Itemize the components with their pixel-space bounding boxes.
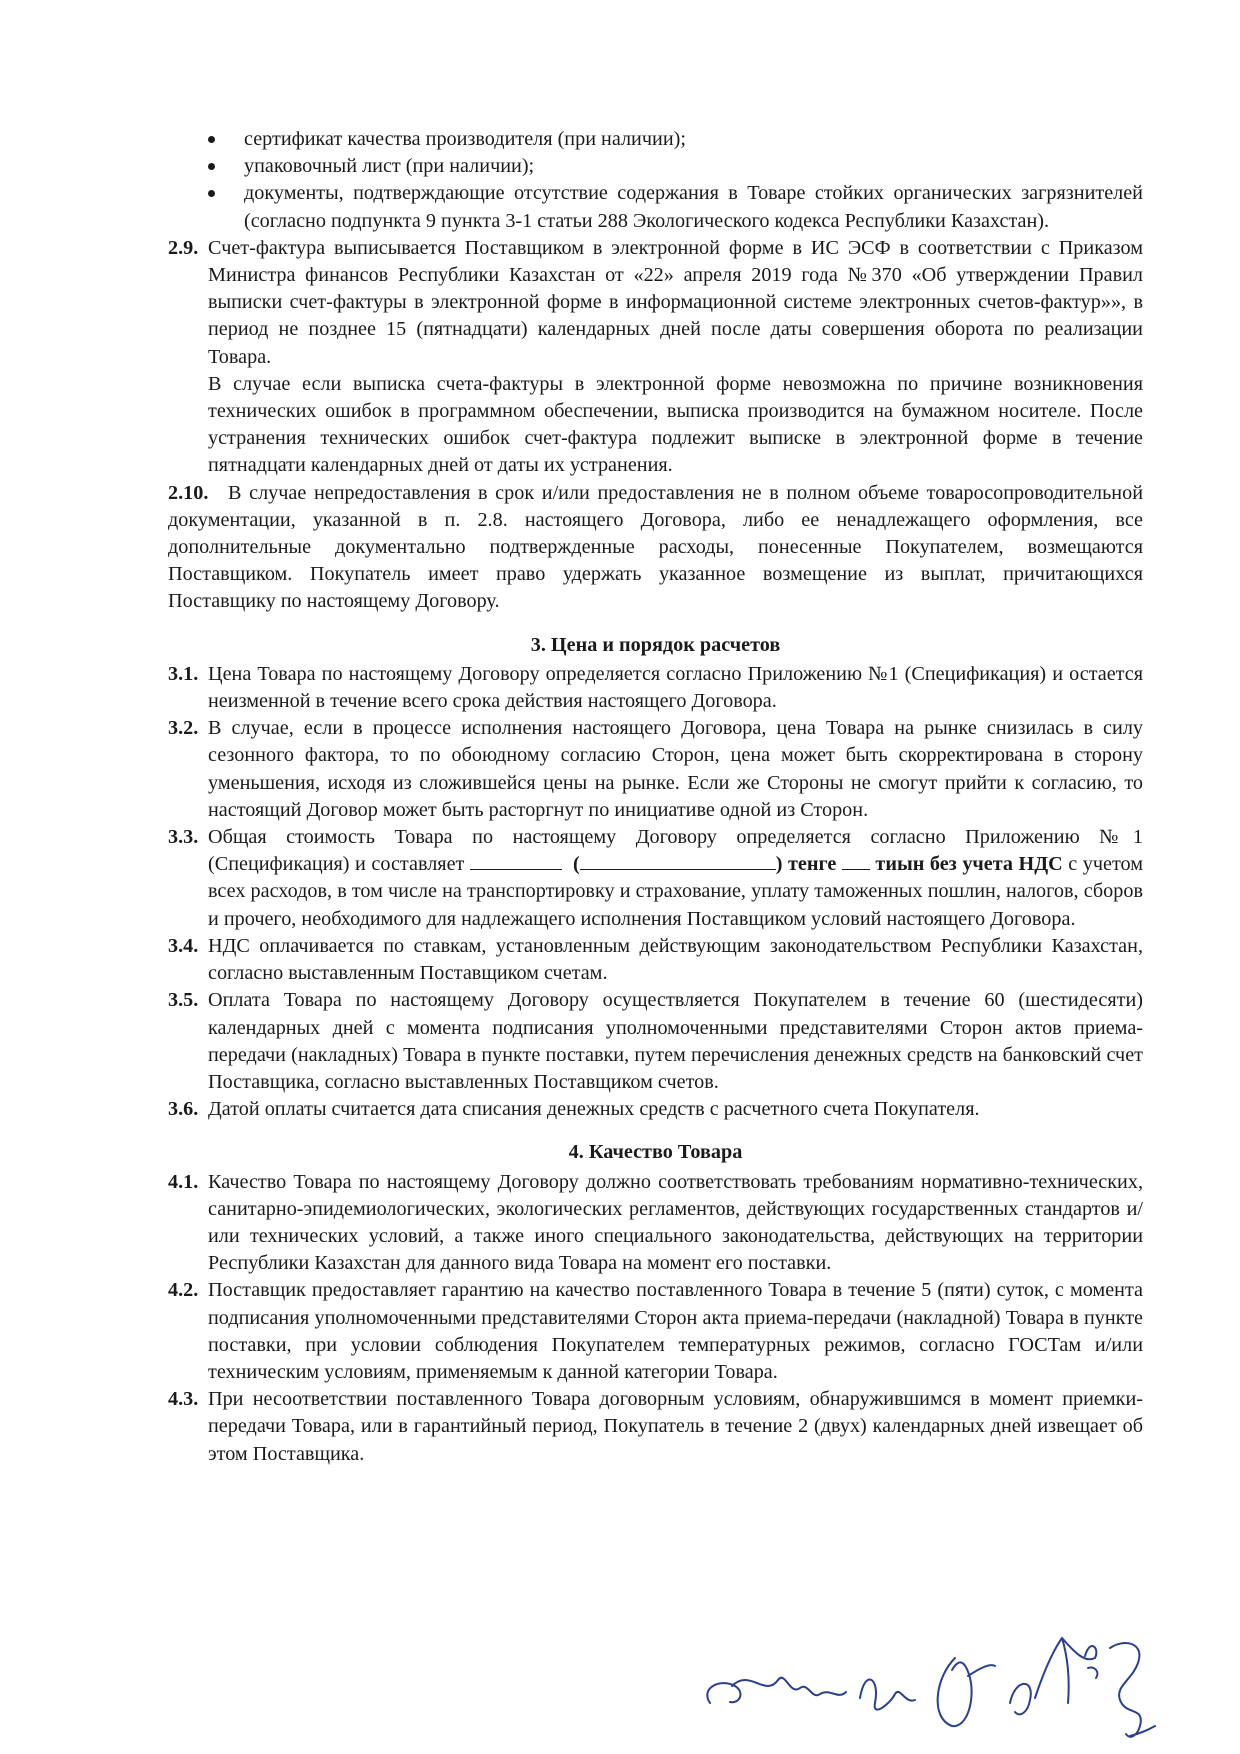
bullet-icon (208, 163, 215, 170)
clause-text: Цена Товара по настоящему Договору определяется согласно Приложению №1 (Спецификация) и остается неизменной в течение всего срока действия настоящего Договора. (208, 662, 1143, 713)
clause-number: 3.4. (168, 934, 199, 957)
clause-text: Датой оплаты считается дата списания денежных средств с расчетного счета Покупателя. (208, 1098, 980, 1121)
list-item: сертификат качества производителя (при наличии); (168, 126, 1143, 153)
signature-4 (1010, 1638, 1097, 1714)
list-item: документы, подтверждающие отсутствие содержания в Товаре стойких органических загрязнителей (согласно подпункта 9 пункта 3-1 статьи 288 Экологического кодекса Республики Казахстан). (168, 180, 1143, 234)
clause-4-1 (168, 1169, 1143, 1278)
clause-text: Общая стоимость Товара по настоящему Договору определяется согласно Приложению №1 (Спецификация) и составляет ( ) тенге тиын без учета НДС с учетом всех расходов, в том числе на транспортировку и страхование, уплату таможенных пошлин, налогов, сборов и прочего, необходимого для надлежащего исполнения Поставщиком условий настоящего Договора. (208, 826, 1144, 930)
clause-text: НДС оплачивается по ставкам, установленным действующим законодательством Республики Казахстан, согласно выставленным Поставщиком счетам. (208, 934, 1143, 985)
list-item: упаковочный лист (при наличии); (168, 153, 1143, 180)
document-body (168, 126, 1143, 1468)
clause-text: Счет-фактура выписывается Поставщиком в электронной форме в ИС ЭСФ в соответствии с Приказом Министра финансов Республики Казахстан от «22» апреля 2019 года №370 «Об утверждении Правил выписки счет-фактуры в электронной форме в информационной системе электронных счетов-фактур»», в период не позднее 15 (пятнадцати) календарных дней после даты совершения оборота по реализации Товара. (208, 236, 1143, 368)
clause-2-9 (168, 235, 1143, 480)
document-list (168, 126, 1143, 235)
clause-number: 2.10. (168, 481, 209, 504)
section-heading-3: 3. Цена и порядок расчетов (530, 633, 781, 656)
clause-3-1 (168, 661, 1143, 715)
tiyn-blank (842, 851, 870, 870)
clause-3-2 (168, 715, 1143, 824)
clause-text: В случае если выписка счета-фактуры в электронной форме невозможна по причине возникновения технических ошибок в программном обеспечении, выписка производится на бумажном носителе. После устранения технических ошибок счет-фактура подлежит выписке в электронной форме в течение пятнадцати календарных дней от даты их устранения. (208, 372, 1143, 477)
clause-2-10 (168, 480, 1143, 616)
signature-2 (860, 1679, 915, 1709)
clause-text: Поставщик предоставляет гарантию на качество поставленного Товара в течение 5 (пяти) суток, с момента подписания уполномоченными представителями Сторон акта приема-передачи (накладной) Товара в пункте поставки, при условии соблюдения Покупателем температурных режимов, согласно ГОСТам и/или техническим условиям, применяемым к данной категории Товара. (208, 1279, 1143, 1383)
amount-blank (470, 851, 562, 870)
clause-number: 3.5. (168, 989, 199, 1012)
clause-text: В случае, если в процессе исполнения настоящего Договора, цена Товара на рынке снизилась в силу сезонного фактора, то по обоюдному согласию Сторон, цена может быть скорректирована в сторону уменьшения, исходя из сложившейся цены на рынке. Если же Стороны не смогут прийти к согласию, то настоящий Договор может быть расторгнут по инициативе одной из Сторон. (208, 717, 1143, 821)
section-heading-4: 4. Качество Товара (568, 1141, 743, 1164)
clause-3-6 (168, 1096, 1143, 1123)
clause-4-3 (168, 1386, 1143, 1468)
clause-3-5 (168, 987, 1143, 1096)
clause-text: Качество Товара по настоящему Договору должно соответствовать требованиям нормативно-технических, санитарно-эпидемиологических, экологических регламентов, действующих государственных стандартов и/или технических условий, а также иного специального законодательства, действующих на территории Республики Казахстан для данного вида Товара на момент его поставки. (208, 1170, 1143, 1275)
signature-3 (938, 1658, 995, 1726)
clause-number: 3.2. (168, 717, 199, 740)
clause-text: 2.10. В случае непредоставления в срок и/или предоставления не в полном объеме товаросопроводительной документации, указанной в п. 2.8. настоящего Договора, либо ее ненадлежащего оформления, все дополнительные документально подтвержденные расходы, понесенные Покупателем, возмещаются Поставщиком. Покупатель имеет право удержать указанное возмещение из выплат, причитающихся Поставщику по настоящему Договору. (168, 481, 1143, 613)
clause-number: 4.2. (168, 1279, 199, 1302)
amount-words-blank (580, 851, 776, 870)
clause-number: 3.6. (168, 1098, 199, 1121)
clause-number: 3.1. (168, 662, 199, 685)
clause-3-4 (168, 933, 1143, 987)
signature-1 (707, 1678, 846, 1703)
clause-number: 2.9. (168, 236, 199, 259)
clause-4-2 (168, 1277, 1143, 1386)
clause-text: При несоответствии поставленного Товара договорным условиям, обнаружившимся в момент приемки-передачи Товара, или в гарантийный период, Покупатель в течение 2 (двух) календарных дней извещает об этом Поставщика. (208, 1388, 1143, 1465)
clause-number: 4.3. (168, 1388, 199, 1411)
clause-text: Оплата Товара по настоящему Договору осуществляется Покупателем в течение 60 (шестидесяти) календарных дней с момента подписания уполномоченными представителями Сторон актов приема-передачи (накладных) Товара в пункте поставки, путем перечисления денежных средств на банковский счет Поставщика, согласно выставленных Поставщиком счетов. (208, 989, 1143, 1093)
clause-number: 4.1. (168, 1170, 199, 1193)
bullet-icon (208, 190, 215, 197)
signatures (690, 1608, 1160, 1748)
bullet-icon (208, 136, 215, 143)
signature-5 (1110, 1643, 1155, 1737)
clause-3-3 (168, 824, 1143, 933)
clause-number: 3.3. (168, 826, 199, 849)
